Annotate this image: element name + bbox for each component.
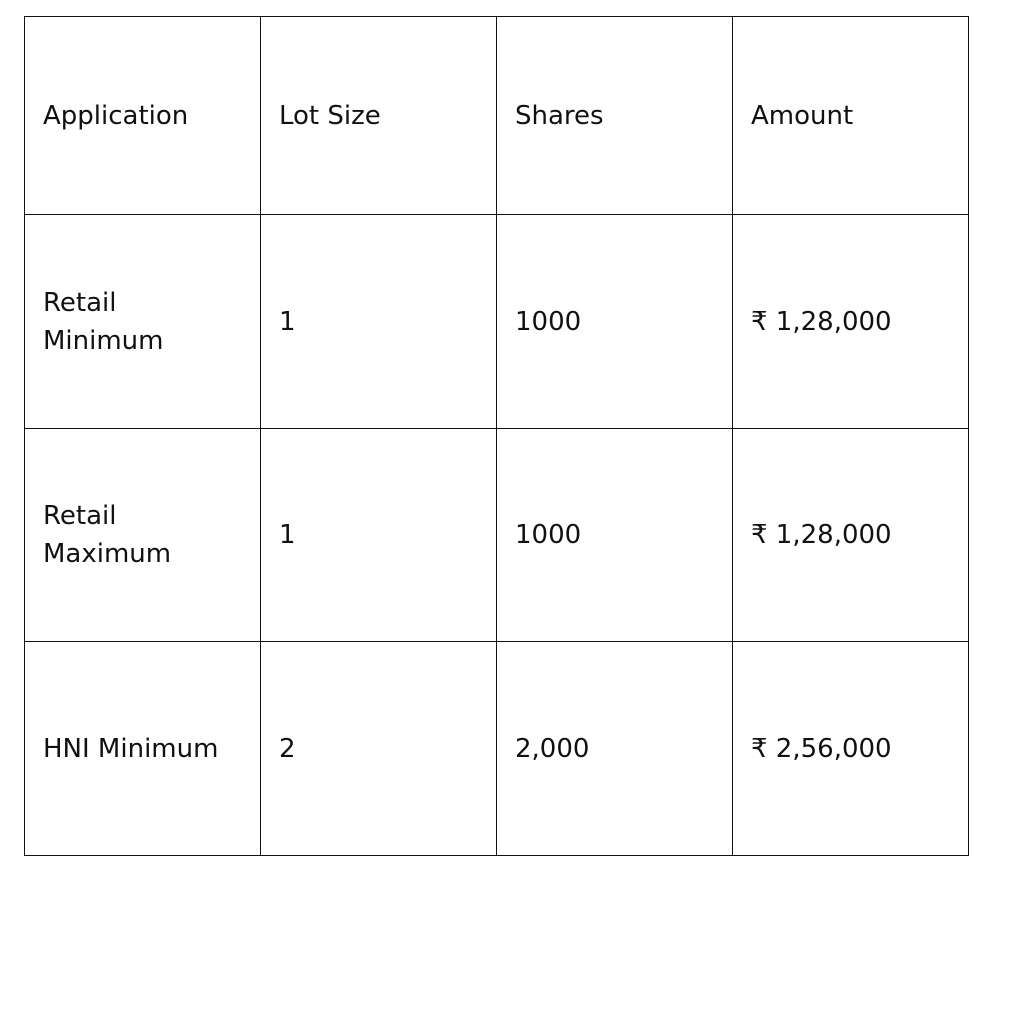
cell-application: Retail Maximum (25, 429, 261, 642)
cell-shares: 1000 (497, 215, 733, 429)
header-amount: Amount (733, 17, 969, 215)
table-header-row (25, 17, 969, 215)
cell-shares: 1000 (497, 429, 733, 642)
table-row (25, 429, 969, 642)
cell-amount: ₹ 1,28,000 (733, 429, 969, 642)
cell-shares: 2,000 (497, 642, 733, 856)
ipo-lot-size-table (24, 16, 969, 856)
cell-application: Retail Minimum (25, 215, 261, 429)
cell-lot-size: 2 (261, 642, 497, 856)
cell-lot-size: 1 (261, 215, 497, 429)
cell-amount: ₹ 1,28,000 (733, 215, 969, 429)
table-row (25, 642, 969, 856)
cell-lot-size: 1 (261, 429, 497, 642)
cell-application: HNI Minimum (25, 642, 261, 856)
header-lot-size: Lot Size (261, 17, 497, 215)
cell-amount: ₹ 2,56,000 (733, 642, 969, 856)
header-application: Application (25, 17, 261, 215)
header-shares: Shares (497, 17, 733, 215)
table-row (25, 215, 969, 429)
